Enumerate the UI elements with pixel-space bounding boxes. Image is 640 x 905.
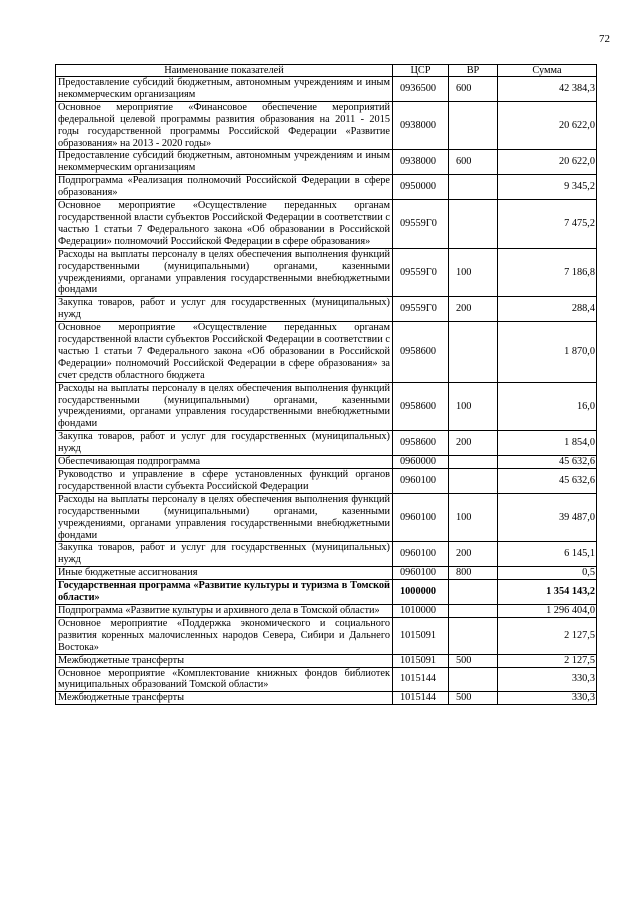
row-vr-cell xyxy=(449,101,498,150)
table-row xyxy=(56,175,597,200)
header-vr: ВР xyxy=(449,65,498,77)
row-sum-cell: 1 354 143,2 xyxy=(498,580,597,605)
row-csr-cell: 0960100 xyxy=(393,469,449,494)
row-vr-cell: 100 xyxy=(449,382,498,431)
row-vr-cell xyxy=(449,322,498,383)
row-name-cell: Предоставление субсидий бюджетным, автономным учреждениям и иным некоммерческим организациям xyxy=(56,150,393,175)
row-sum-cell: 288,4 xyxy=(498,297,597,322)
table-row xyxy=(56,322,597,383)
row-sum-cell: 1 870,0 xyxy=(498,322,597,383)
page-number: 72 xyxy=(599,33,610,45)
row-csr-cell: 1015144 xyxy=(393,692,449,705)
row-csr-cell: 0936500 xyxy=(393,77,449,102)
row-vr-cell: 100 xyxy=(449,248,498,297)
row-sum-cell: 1 296 404,0 xyxy=(498,604,597,617)
row-vr-cell xyxy=(449,580,498,605)
row-name-cell: Основное мероприятие «Осуществление переданных органам государственной власти субъектов Российской Федерации в соответствии с частью 1 статьи 7 Федерального закона «Об образовании в Российской Федерации» полномочий Российской Федерации в сфере образования» за счет средств областного бюджета xyxy=(56,322,393,383)
row-vr-cell: 200 xyxy=(449,431,498,456)
row-name-cell: Межбюджетные трансферты xyxy=(56,692,393,705)
row-csr-cell: 0960100 xyxy=(393,493,449,542)
row-csr-cell: 1015144 xyxy=(393,667,449,692)
row-vr-cell: 500 xyxy=(449,654,498,667)
table-row xyxy=(56,580,597,605)
table-row xyxy=(56,101,597,150)
row-sum-cell: 330,3 xyxy=(498,667,597,692)
row-vr-cell xyxy=(449,469,498,494)
row-csr-cell: 09559Г0 xyxy=(393,248,449,297)
row-csr-cell: 0958600 xyxy=(393,431,449,456)
row-csr-cell: 0960100 xyxy=(393,567,449,580)
table-row xyxy=(56,469,597,494)
row-name-cell: Расходы на выплаты персоналу в целях обеспечения выполнения функций государственными (муниципальными) органами, казенными учреждениями, органами управления государственными внебюджетными фондами xyxy=(56,248,393,297)
row-csr-cell: 0960000 xyxy=(393,456,449,469)
row-csr-cell: 0950000 xyxy=(393,175,449,200)
table-row xyxy=(56,77,597,102)
row-name-cell: Закупка товаров, работ и услуг для государственных (муниципальных) нужд xyxy=(56,542,393,567)
row-vr-cell xyxy=(449,456,498,469)
table-row xyxy=(56,493,597,542)
row-name-cell: Государственная программа «Развитие культуры и туризма в Томской области» xyxy=(56,580,393,605)
row-csr-cell: 1000000 xyxy=(393,580,449,605)
row-vr-cell xyxy=(449,175,498,200)
row-sum-cell: 330,3 xyxy=(498,692,597,705)
table-row xyxy=(56,542,597,567)
row-csr-cell: 0938000 xyxy=(393,150,449,175)
row-sum-cell: 6 145,1 xyxy=(498,542,597,567)
table-row xyxy=(56,431,597,456)
row-csr-cell: 0960100 xyxy=(393,542,449,567)
table-header-row xyxy=(56,65,597,77)
table-row xyxy=(56,567,597,580)
table-row xyxy=(56,654,597,667)
budget-table xyxy=(55,64,597,705)
row-sum-cell: 0,5 xyxy=(498,567,597,580)
row-vr-cell: 200 xyxy=(449,542,498,567)
row-name-cell: Подпрограмма «Реализация полномочий Российской Федерации в сфере образования» xyxy=(56,175,393,200)
row-vr-cell: 600 xyxy=(449,150,498,175)
row-name-cell: Межбюджетные трансферты xyxy=(56,654,393,667)
row-vr-cell: 800 xyxy=(449,567,498,580)
row-name-cell: Расходы на выплаты персоналу в целях обеспечения выполнения функций государственными (муниципальными) органами, казенными учреждениями, органами управления государственными внебюджетными фондами xyxy=(56,493,393,542)
row-name-cell: Основное мероприятие «Комплектование книжных фондов библиотек муниципальных образований Томской области» xyxy=(56,667,393,692)
row-csr-cell: 1015091 xyxy=(393,654,449,667)
row-vr-cell xyxy=(449,200,498,249)
row-vr-cell: 100 xyxy=(449,493,498,542)
row-name-cell: Закупка товаров, работ и услуг для государственных (муниципальных) нужд xyxy=(56,297,393,322)
header-csr: ЦСР xyxy=(393,65,449,77)
row-vr-cell xyxy=(449,604,498,617)
row-name-cell: Руководство и управление в сфере установленных функций органов государственной власти субъекта Российской Федерации xyxy=(56,469,393,494)
header-name: Наименование показателей xyxy=(56,65,393,77)
row-csr-cell: 0938000 xyxy=(393,101,449,150)
table-row xyxy=(56,382,597,431)
table-row xyxy=(56,297,597,322)
row-name-cell: Основное мероприятие «Осуществление переданных органам государственной власти субъектов Российской Федерации в соответствии с частью 1 статьи 7 Федерального закона «Об образовании в Российской Федерации» полномочий Российской Федерации в сфере образования» xyxy=(56,200,393,249)
table-row xyxy=(56,617,597,654)
table-row xyxy=(56,667,597,692)
row-sum-cell: 45 632,6 xyxy=(498,456,597,469)
row-sum-cell: 45 632,6 xyxy=(498,469,597,494)
row-name-cell: Основное мероприятие «Поддержка экономического и социального развития коренных малочисленных народов Севера, Сибири и Дальнего Востока» xyxy=(56,617,393,654)
row-sum-cell: 20 622,0 xyxy=(498,101,597,150)
row-sum-cell: 7 186,8 xyxy=(498,248,597,297)
row-name-cell: Обеспечивающая подпрограмма xyxy=(56,456,393,469)
row-vr-cell: 500 xyxy=(449,692,498,705)
row-name-cell: Иные бюджетные ассигнования xyxy=(56,567,393,580)
row-sum-cell: 7 475,2 xyxy=(498,200,597,249)
row-csr-cell: 09559Г0 xyxy=(393,297,449,322)
row-sum-cell: 42 384,3 xyxy=(498,77,597,102)
table-row xyxy=(56,150,597,175)
row-sum-cell: 39 487,0 xyxy=(498,493,597,542)
row-name-cell: Предоставление субсидий бюджетным, автономным учреждениям и иным некоммерческим организациям xyxy=(56,77,393,102)
row-sum-cell: 1 854,0 xyxy=(498,431,597,456)
row-name-cell: Закупка товаров, работ и услуг для государственных (муниципальных) нужд xyxy=(56,431,393,456)
row-sum-cell: 2 127,5 xyxy=(498,617,597,654)
row-vr-cell xyxy=(449,617,498,654)
row-vr-cell: 200 xyxy=(449,297,498,322)
table-row xyxy=(56,456,597,469)
row-csr-cell: 0958600 xyxy=(393,382,449,431)
row-sum-cell: 16,0 xyxy=(498,382,597,431)
row-csr-cell: 1015091 xyxy=(393,617,449,654)
table-row xyxy=(56,604,597,617)
row-vr-cell: 600 xyxy=(449,77,498,102)
header-sum: Сумма xyxy=(498,65,597,77)
row-sum-cell: 2 127,5 xyxy=(498,654,597,667)
table-row xyxy=(56,248,597,297)
row-csr-cell: 09559Г0 xyxy=(393,200,449,249)
row-sum-cell: 20 622,0 xyxy=(498,150,597,175)
row-sum-cell: 9 345,2 xyxy=(498,175,597,200)
row-name-cell: Подпрограмма «Развитие культуры и архивного дела в Томской области» xyxy=(56,604,393,617)
row-name-cell: Расходы на выплаты персоналу в целях обеспечения выполнения функций государственными (муниципальными) органами, казенными учреждениями, органами управления государственными внебюджетными фондами xyxy=(56,382,393,431)
row-csr-cell: 1010000 xyxy=(393,604,449,617)
table-row xyxy=(56,692,597,705)
row-vr-cell xyxy=(449,667,498,692)
table-row xyxy=(56,200,597,249)
row-name-cell: Основное мероприятие «Финансовое обеспечение мероприятий федеральной целевой программы развития образования на 2011 - 2015 годы государственной программы Российской Федерации «Развитие образования» на 2013 - 2020 годы» xyxy=(56,101,393,150)
row-csr-cell: 0958600 xyxy=(393,322,449,383)
